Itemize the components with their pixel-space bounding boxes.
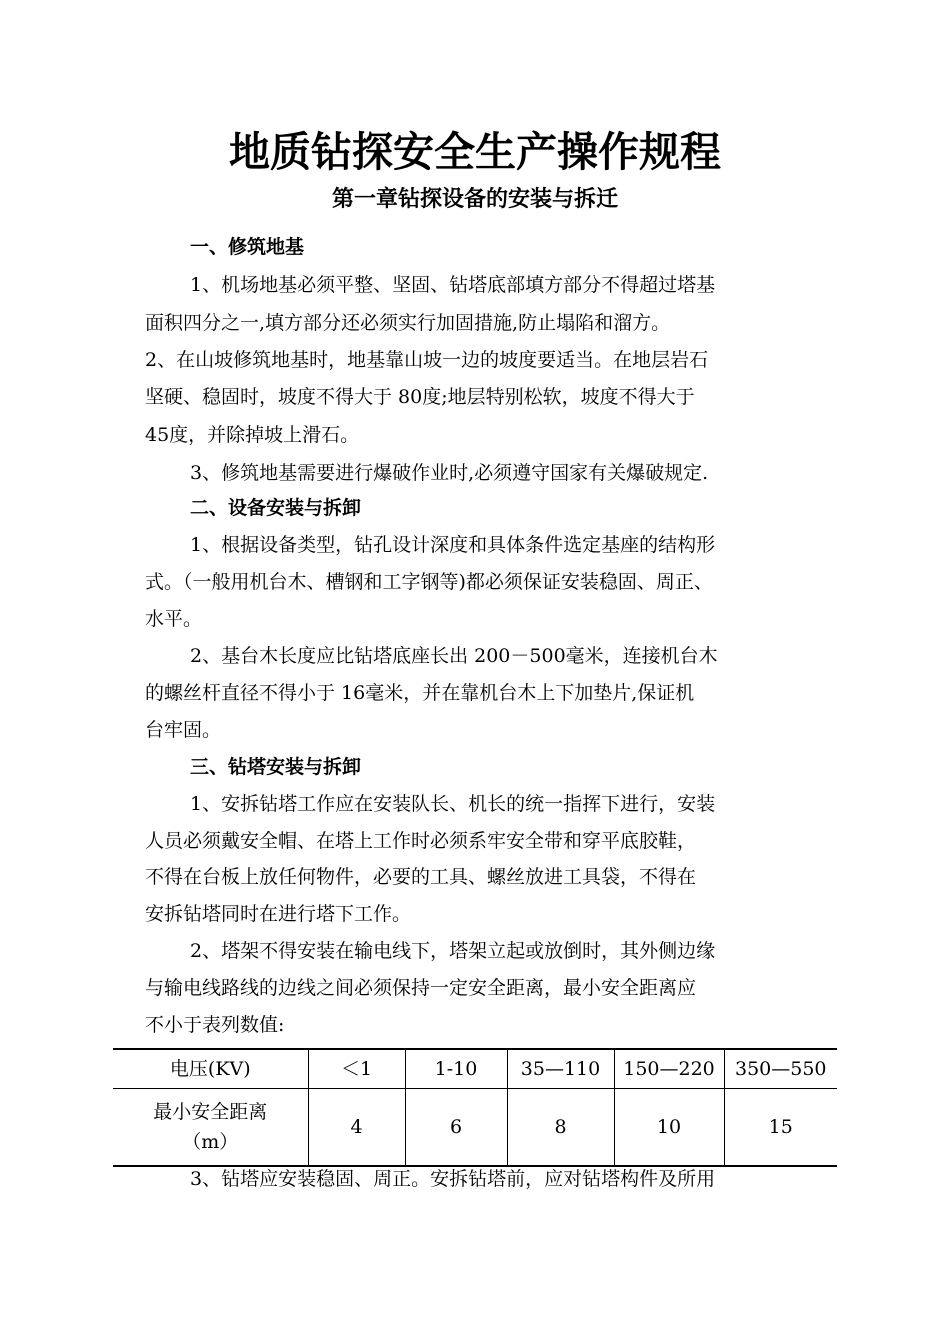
paragraph-line: 人员必须戴安全帽、在塔上工作时必须系牢安全带和穿平底胶鞋，	[145, 830, 697, 852]
section-heading: 三、钻塔安装与拆卸	[190, 756, 362, 778]
table-header-cell: 1-10	[405, 1049, 507, 1089]
paragraph-line: 不小于表列数值:	[145, 1014, 285, 1036]
table-cell: 6	[405, 1089, 507, 1167]
paragraph-line: 2、在山坡修筑地基时，地基靠山坡一边的坡度要适当。在地层岩石	[145, 349, 709, 371]
table-cell: 8	[507, 1089, 614, 1167]
document-title: 地质钻探安全生产操作规程	[229, 128, 721, 176]
paragraph-line: 的螺丝杆直径不得小于 16毫米，并在靠机台木上下加垫片,保证机	[145, 682, 695, 704]
paragraph-line: 45度，并除掉坡上滑石。	[145, 424, 360, 446]
table-cell: 4	[308, 1089, 405, 1167]
paragraph-line: 1、机场地基必须平整、坚固、钻塔底部填方部分不得超过塔基	[190, 274, 716, 296]
table-label-unit: （m）	[182, 1131, 239, 1153]
paragraph-line: 3、钻塔应安装稳固、周正。安拆钻塔前，应对钻塔构件及所用	[190, 1168, 716, 1190]
section-heading: 一、修筑地基	[190, 236, 305, 258]
paragraph-line: 2、基台木长度应比钻塔底座长出 200－500毫米，连接机台木	[190, 645, 718, 667]
table-header-cell: 35—110	[507, 1049, 614, 1089]
paragraph-line: 1、安拆钻塔工作应在安装队长、机长的统一指挥下进行，安装	[190, 793, 716, 815]
paragraph-line: 坚硬、稳固时，坡度不得大于 80度;地层特别松软，坡度不得大于	[145, 386, 695, 408]
table-label-line: 最小安全距离	[153, 1101, 268, 1123]
paragraph-line: 1、根据设备类型，钻孔设计深度和具体条件选定基座的结构形	[190, 534, 716, 556]
table-header-cell: 电压(KV)	[113, 1049, 308, 1089]
table-header-cell: 350—550	[724, 1049, 837, 1089]
table-row	[113, 1089, 837, 1167]
paragraph-line: 2、塔架不得安装在输电线下，塔架立起或放倒时，其外侧边缘	[190, 940, 716, 962]
paragraph-line: 面积四分之一,填方部分还必须实行加固措施,防止塌陷和溜方。	[145, 312, 671, 334]
safety-distance-table	[113, 1048, 837, 1167]
table-cell: 10	[614, 1089, 724, 1167]
paragraph-line: 安拆钻塔同时在进行塔下工作。	[145, 903, 412, 925]
section-heading: 二、设备安装与拆卸	[190, 497, 362, 519]
table-row	[113, 1049, 837, 1089]
paragraph-line: 不得在台板上放任何物件，必要的工具、螺丝放进工具袋，不得在	[145, 866, 697, 888]
paragraph-line: 水平。	[145, 608, 203, 630]
paragraph-line: 与输电线路线的边线之间必须保持一定安全距离，最小安全距离应	[145, 977, 697, 999]
table-label-cell	[113, 1089, 308, 1167]
table-header-cell: ＜1	[308, 1049, 405, 1089]
table-header-cell: 150—220	[614, 1049, 724, 1089]
chapter-heading: 第一章钻探设备的安装与拆迁	[331, 187, 618, 212]
paragraph-line: 3、修筑地基需要进行爆破作业时,必须遵守国家有关爆破规定.	[190, 462, 709, 484]
paragraph-line: 式。（一般用机台木、槽钢和工字钢等)都必须保证安装稳固、周正、	[145, 571, 713, 593]
paragraph-line: 台牢固。	[145, 719, 222, 741]
table-cell: 15	[724, 1089, 837, 1167]
